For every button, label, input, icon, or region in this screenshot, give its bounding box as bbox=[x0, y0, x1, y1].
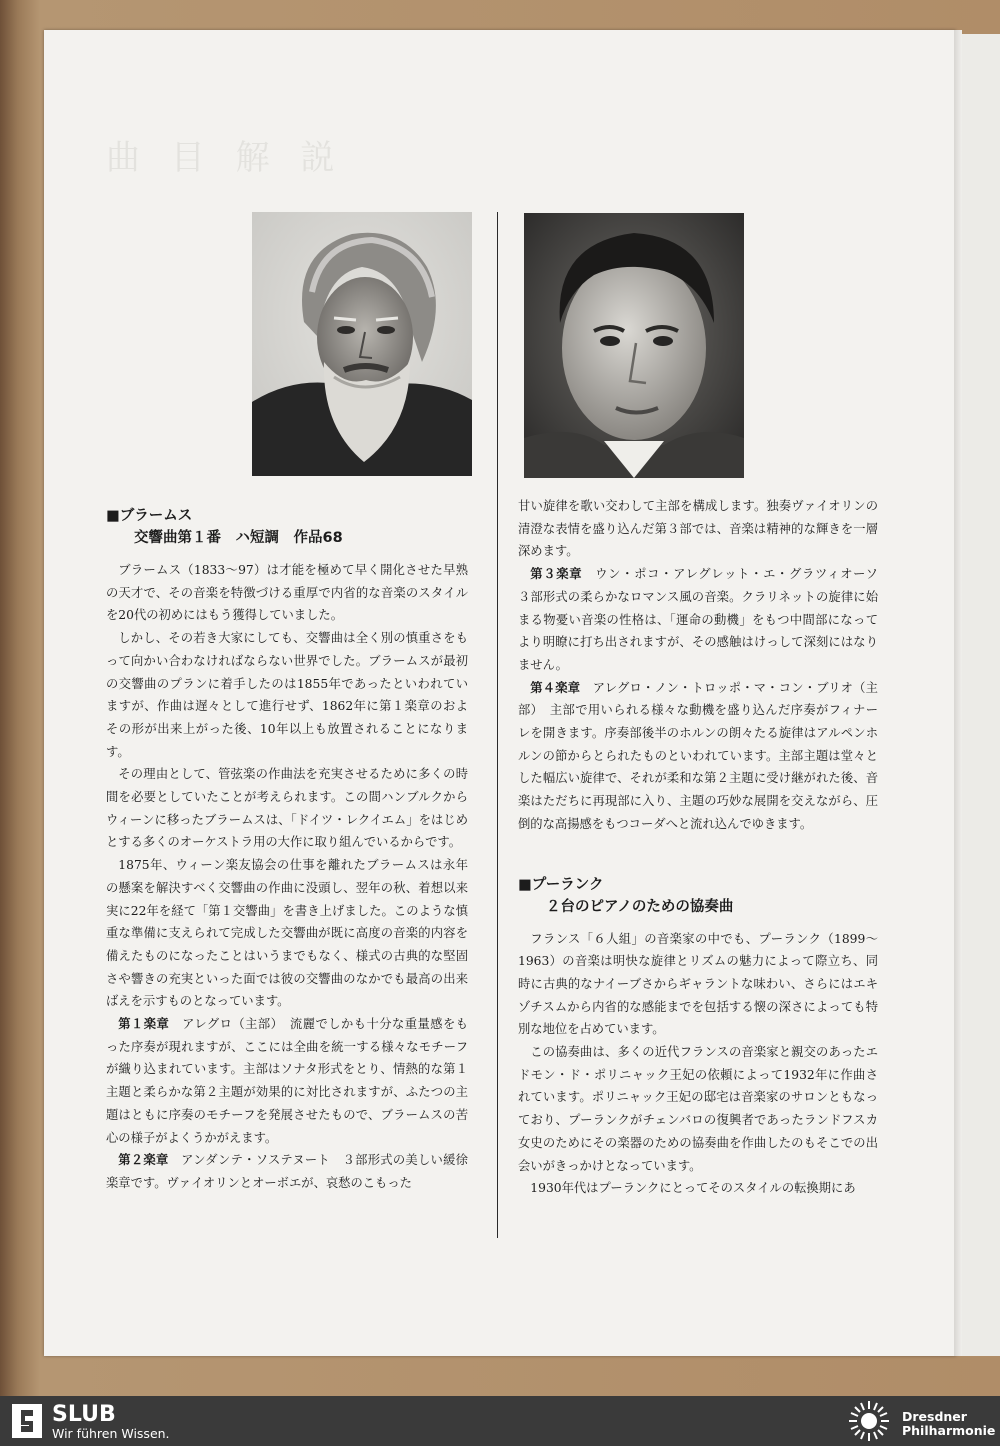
brahms-paragraph: しかし、その若き大家にしても、交響曲は全く別の慎重さをもって向かい合わなければならない世界でした。ブラームスが最初の交響曲のプランに着手したのは1855年であったといわれていますが、作曲は遅々として進行せず、1862年に第１楽章のおよその形が出来上がった後、10年以上も放置されることになります。 bbox=[106, 631, 468, 759]
poulenc-paragraph: フランス「６人組」の音楽家の中でも、プーランク（1899～1963）の音楽は明快な旋律とリズムの魅力によって際立ち、同時に古典的なナイーブさからギャラントな味わい、さらにはエキゾチスムから内省的な感能までを包括する懐の深さによっても特別な地位を占めています。 bbox=[518, 931, 878, 1037]
poulenc-heading: ■プーランク bbox=[518, 876, 604, 893]
left-column bbox=[106, 505, 468, 1195]
show-through-heading: 曲 目 解 説 bbox=[106, 138, 345, 178]
philharmonie-name-line2: Philharmonie bbox=[902, 1423, 996, 1438]
movement-1-label: 第１楽章 bbox=[118, 1017, 170, 1032]
movement-3-text: ウン・ポコ・アレグレット・エ・グラツィオーソ ３部形式の柔らかなロマンス風の音楽。クラリネットの旋律に始まる物憂い音楽の性格は、「運命の動機」をもつ中間部になってより明瞭に打ち出されますが、その感触はけっして深刻にはなりません。 bbox=[518, 567, 891, 672]
brahms-paragraph: 1875年、ウィーン楽友協会の仕事を離れたブラームスは永年の懸案を解決すべく交響曲の作曲に没頭し、翌年の秋、着想以来実に22年を経て「第１交響曲」を書き上げました。このような慎重な準備に支えられて完成した交響曲が既に高度の音楽的内容を備えたものになったことはいうまでもなく、様式の古典的な堅固さや響きの充実といった面では彼の交響曲のなかでも最高の出来ばえを示すものとなっています。 bbox=[106, 858, 468, 1009]
brahms-portrait bbox=[252, 212, 472, 476]
right-column bbox=[518, 495, 891, 1200]
brahms-paragraph: その理由として、管弦楽の作曲法を充実させるために多くの時間を必要としていたことが考えられます。この間ハンブルクからウィーンに移ったブラームスは、「ドイツ・レクイエム」をはじめとする多くのオーケストラ用の大作に取り組んでいるからです。 bbox=[106, 767, 468, 850]
movement-2-label: 第２楽章 bbox=[118, 1153, 169, 1168]
brahms-work-title: 交響曲第１番 ハ短調 作品68 bbox=[134, 530, 343, 546]
slub-title: SLUB bbox=[52, 1402, 116, 1427]
movement-3 bbox=[518, 563, 891, 677]
philharmonie-logo-icon bbox=[842, 1398, 896, 1444]
page-edge bbox=[954, 30, 962, 1356]
brahms-heading: ■ブラームス bbox=[106, 508, 193, 524]
movement-4 bbox=[518, 677, 878, 836]
movement-4-label: 第４楽章 bbox=[530, 680, 581, 695]
poulenc-work-title: ２台のピアノのための協奏曲 bbox=[546, 898, 734, 915]
movement-3-label: 第３楽章 bbox=[530, 567, 583, 582]
poulenc-paragraph: 1930年代はプーランクにとってそのスタイルの転換期にあ bbox=[530, 1181, 856, 1196]
slub-logo-icon bbox=[12, 1404, 42, 1438]
movement-2-text: アンダンテ・ソステヌート ３部形式の美しい緩徐楽章です。ヴァイオリンとオーボエが、哀愁のこもった bbox=[106, 1153, 468, 1190]
movement-2-continued: 甘い旋律を歌い交わして主部を構成します。独奏ヴァイオリンの清澄な表情を盛り込んだ第３部では、音楽は精神的な輝きを一層深めます。 bbox=[518, 499, 878, 559]
poulenc-paragraph: この協奏曲は、多くの近代フランスの音楽家と親交のあったエドモン・ド・ポリニャック王妃の依頼によって1932年に作曲されています。ポリニャック王妃の邸宅は音楽家のサロンともなっており、プーランクがチェンバロの復興者であったランドフスカ女史のためにその楽器のための協奏曲を作曲したのもそこでの出会いがきっかけとなっています。 bbox=[518, 1045, 878, 1173]
movement-1-text: アレグロ（主部） 流麗でしかも十分な重量感をもった序奏が現れますが、ここには全曲を統一する様々なモチーフが織り込まれています。主部はソナタ形式をとり、情熱的な第１主題と柔らかな第２主題が効果的に対比されますが、ふたつの主題はともに序奏のモチーフを発展させたもので、ブラームスの苦心の様子がよくうかがえます。 bbox=[106, 1017, 468, 1145]
movement-1 bbox=[106, 1013, 468, 1149]
movement-2 bbox=[106, 1149, 468, 1194]
footer-bar bbox=[0, 1396, 1000, 1446]
poulenc-portrait bbox=[524, 213, 744, 478]
movement-4-text: アレグロ・ノン・トロッポ・マ・コン・ブリオ（主部） 主部で用いられる様々な動機を盛り込んだ序奏がフィナーレを開きます。序奏部後半のホルンの朗々たる旋律はアルペンホルンの節からとられたものといわれています。主部主題は堂々とした幅広い旋律で、それが柔和な第２主題に受け継がれた後、音楽はただちに再現部に入り、主題の巧妙な展開を交えながら、圧倒的な高揚感をもつコーダへと流れ込んでゆきます。 bbox=[518, 680, 878, 831]
philharmonie-name-line1: Dresdner bbox=[902, 1409, 967, 1424]
slub-tagline: Wir führen Wissen. bbox=[52, 1426, 170, 1441]
column-divider bbox=[497, 212, 498, 1238]
brahms-paragraph: ブラームス（1833～97）は才能を極めて早く開化させた早熟の天才で、その音楽を特徴づける重厚で内省的な音楽のスタイルを20代の初めにはもう獲得していました。 bbox=[106, 563, 468, 623]
next-page-strip bbox=[962, 34, 1000, 1356]
